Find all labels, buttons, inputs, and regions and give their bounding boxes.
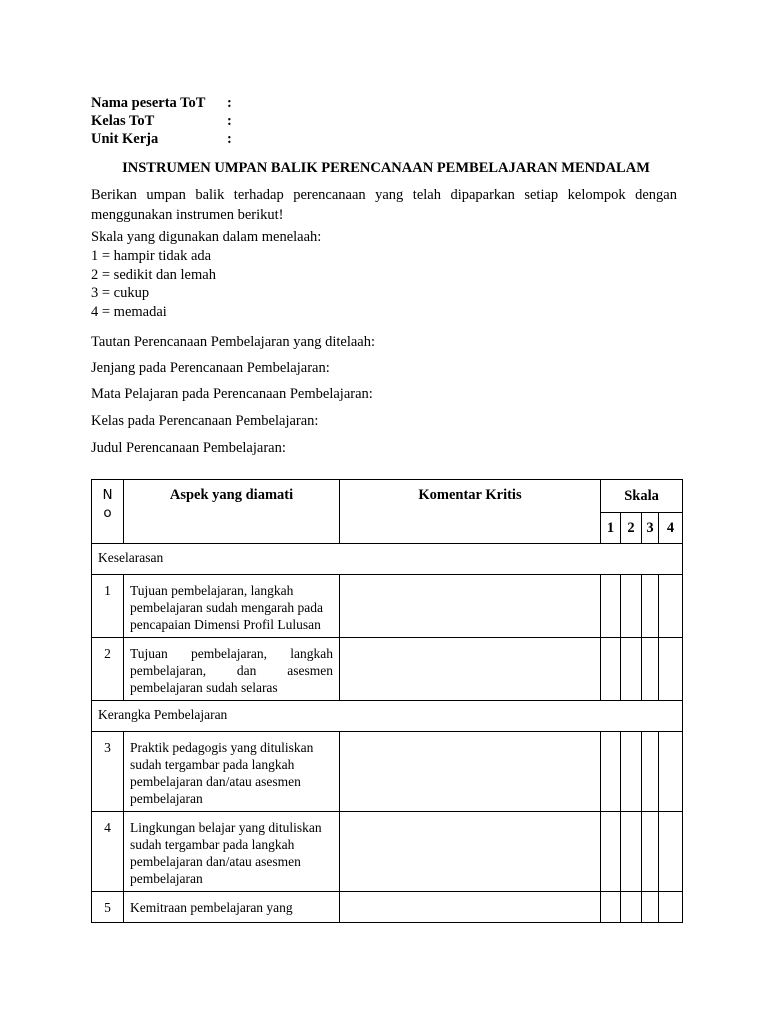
row-komentar-cell[interactable]	[340, 638, 601, 701]
participant-header	[91, 94, 232, 148]
row-scale-1-cell[interactable]	[601, 892, 621, 923]
section-row	[92, 701, 683, 732]
row-aspek: Tujuan pembelajaran, langkah pembelajaran, dan asesmen pembelajaran sudah selaras	[124, 638, 340, 701]
scale-col-4: 4	[659, 513, 683, 544]
work-unit-label: Unit Kerja	[91, 131, 159, 147]
scale-item: 2 = sedikit dan lemah	[91, 266, 216, 283]
col-header-no-line1: N	[102, 487, 113, 503]
scale-col-1: 1	[601, 513, 621, 544]
row-komentar-cell[interactable]	[340, 575, 601, 638]
section-row	[92, 544, 683, 575]
row-scale-3-cell[interactable]	[642, 812, 659, 892]
field-lesson-title: Judul Perencanaan Pembelajaran:	[91, 440, 286, 456]
document-title: INSTRUMEN UMPAN BALIK PERENCANAAN PEMBELAJARAN MENDALAM	[122, 160, 650, 176]
row-scale-2-cell[interactable]	[621, 575, 642, 638]
row-scale-2-cell[interactable]	[621, 732, 642, 812]
col-header-aspek: Aspek yang diamati	[124, 480, 340, 544]
work-unit-colon: :	[227, 131, 232, 147]
section-keselarasan: Keselarasan	[92, 544, 683, 575]
row-scale-1-cell[interactable]	[601, 732, 621, 812]
scale-col-3: 3	[642, 513, 659, 544]
row-number: 1	[92, 575, 124, 638]
row-scale-1-cell[interactable]	[601, 575, 621, 638]
scale-item: 4 = memadai	[91, 303, 167, 320]
scale-item: 1 = hampir tidak ada	[91, 248, 212, 264]
col-header-no-line2: o	[103, 505, 112, 521]
row-scale-2-cell[interactable]	[621, 812, 642, 892]
row-komentar-cell[interactable]	[340, 732, 601, 812]
row-number: 3	[92, 732, 124, 812]
scale-heading: Skala yang digunakan dalam menelaah:	[91, 229, 322, 245]
class-colon: :	[227, 113, 232, 129]
col-header-skala: Skala	[601, 480, 683, 513]
intro-paragraph: Berikan umpan balik terhadap perencanaan yang telah dipaparkan setiap kelompok dengan menggunakan instrumen berikut!	[91, 187, 677, 223]
row-number: 5	[92, 892, 124, 923]
participant-name-colon: :	[227, 95, 232, 111]
row-scale-2-cell[interactable]	[621, 638, 642, 701]
row-aspek: Lingkungan belajar yang dituliskan sudah tergambar pada langkah pembelajaran dan/atau asesmen pembelajaran	[124, 812, 340, 892]
scale-item: 3 = cukup	[91, 285, 150, 301]
row-scale-4-cell[interactable]	[659, 638, 683, 701]
row-scale-4-cell[interactable]	[659, 892, 683, 923]
table-row	[92, 812, 683, 892]
row-number: 2	[92, 638, 124, 701]
field-link: Tautan Perencanaan Pembelajaran yang ditelaah:	[91, 334, 376, 350]
participant-name-row	[91, 94, 232, 112]
scale-col-2: 2	[621, 513, 642, 544]
section-kerangka-pembelajaran: Kerangka Pembelajaran	[92, 701, 683, 732]
row-komentar-cell[interactable]	[340, 892, 601, 923]
row-aspek: Kemitraan pembelajaran yang	[124, 892, 340, 923]
row-scale-3-cell[interactable]	[642, 732, 659, 812]
table-row	[92, 732, 683, 812]
row-scale-3-cell[interactable]	[642, 638, 659, 701]
work-unit-row	[91, 130, 232, 148]
row-komentar-cell[interactable]	[340, 812, 601, 892]
row-scale-1-cell[interactable]	[601, 638, 621, 701]
row-scale-1-cell[interactable]	[601, 812, 621, 892]
scale-list	[91, 247, 216, 321]
row-aspek: Praktik pedagogis yang dituliskan sudah tergambar pada langkah pembelajaran dan/atau asesmen pembelajaran	[124, 732, 340, 812]
field-class: Kelas pada Perencanaan Pembelajaran:	[91, 413, 319, 429]
table-header-row	[92, 480, 683, 513]
row-scale-2-cell[interactable]	[621, 892, 642, 923]
row-aspek: Tujuan pembelajaran, langkah pembelajaran sudah mengarah pada pencapaian Dimensi Profil Lulusan	[124, 575, 340, 638]
col-header-no	[92, 480, 124, 544]
row-scale-4-cell[interactable]	[659, 732, 683, 812]
row-scale-3-cell[interactable]	[642, 575, 659, 638]
table-row	[92, 638, 683, 701]
class-row	[91, 112, 232, 130]
table-row	[92, 575, 683, 638]
col-header-komentar: Komentar Kritis	[340, 480, 601, 544]
class-label: Kelas ToT	[91, 113, 155, 129]
row-number: 4	[92, 812, 124, 892]
feedback-table	[91, 479, 683, 923]
participant-name-label: Nama peserta ToT	[91, 95, 206, 111]
field-level: Jenjang pada Perencanaan Pembelajaran:	[91, 360, 330, 376]
row-scale-4-cell[interactable]	[659, 812, 683, 892]
field-subject: Mata Pelajaran pada Perencanaan Pembelajaran:	[91, 386, 373, 402]
row-scale-4-cell[interactable]	[659, 575, 683, 638]
row-scale-3-cell[interactable]	[642, 892, 659, 923]
table-row	[92, 892, 683, 923]
